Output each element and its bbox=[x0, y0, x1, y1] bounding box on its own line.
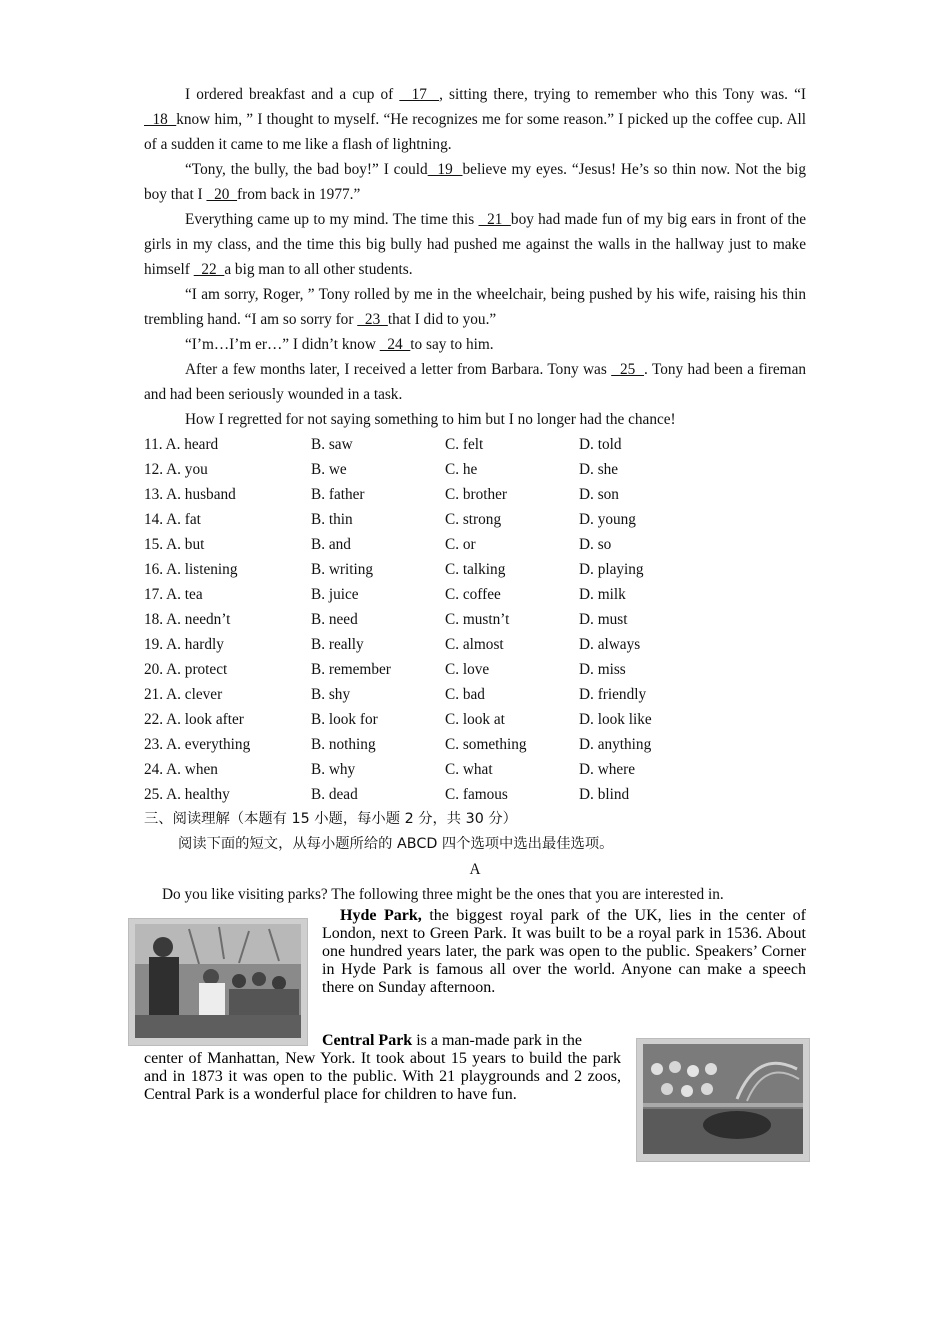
blank-18: 18 bbox=[144, 111, 177, 128]
blank-22: 22 bbox=[193, 261, 225, 278]
option-row: 16. A. listening B. writing C. talking D. playing bbox=[144, 561, 644, 578]
paragraph-3: Everything came up to my mind. The time this 21 boy had made fun of my big ears in front of the girls in my class, and the time this big bully had pushed me against the walls in the hallway just to make himself 22 a big man to all other students. bbox=[144, 211, 807, 278]
option-row: 19. A. hardly B. really C. almost D. always bbox=[144, 636, 641, 653]
paragraph-5: “I’m…I’m er…” I didn’t know 24 to say to him. bbox=[185, 336, 494, 353]
blank-23: 23 bbox=[357, 311, 388, 328]
option-row: 18. A. needn’t B. need C. mustn’t D. must bbox=[144, 611, 628, 628]
hyde-park-photo bbox=[128, 918, 308, 1046]
blank-25: 25 bbox=[611, 361, 645, 378]
blank-20: 20 bbox=[206, 186, 238, 203]
blank-17: 17 bbox=[399, 86, 440, 103]
blank-21: 21 bbox=[478, 211, 511, 228]
blank-24: 24 bbox=[379, 336, 411, 353]
hyde-park-title: Hyde Park, bbox=[340, 907, 422, 924]
central-park-photo bbox=[636, 1038, 810, 1162]
paragraph-1: I ordered breakfast and a cup of 17 , sitting there, trying to remember who this Tony was. “I 18 know him, ” I thought to myself. “He recognizes me for some reason.” I picked up the coffee cup. All of a sudden it came to me like a flash of lightning. bbox=[144, 86, 807, 153]
option-row: 22. A. look after B. look for C. look at D. look like bbox=[144, 711, 652, 728]
option-row: 21. A. clever B. shy C. bad D. friendly bbox=[144, 686, 647, 703]
option-row: 11. A. heard B. saw C. felt D. told bbox=[144, 436, 622, 453]
option-row: 25. A. healthy B. dead C. famous D. blind bbox=[144, 786, 630, 803]
option-row: 23. A. everything B. nothing C. something D. anything bbox=[144, 736, 652, 753]
hyde-park-paragraph: Hyde Park, the biggest royal park of the UK, lies in the center of London, next to Green Park. It was built to be a royal park in 1536. About one hundred years later, the park was open to the public. Speakers’ Corner in Hyde Park is famous all over the world. Anyone can make a speech there on Sunday afternoon. bbox=[322, 907, 806, 996]
option-row: 14. A. fat B. thin C. strong D. young bbox=[144, 511, 636, 528]
option-row: 12. A. you B. we C. he D. she bbox=[144, 461, 619, 478]
option-row: 15. A. but B. and C. or D. so bbox=[144, 536, 612, 553]
central-park-paragraph: Central Park is a man-made park in the center of Manhattan, New York. It took about 15 years to build the park and in 1873 it was open to the public. With 21 playgrounds and 2 zoos, Central Park is a wonderful place for children to have fun. bbox=[144, 1032, 621, 1103]
option-row: 20. A. protect B. remember C. love D. miss bbox=[144, 661, 626, 678]
option-row: 17. A. tea B. juice C. coffee D. milk bbox=[144, 586, 626, 603]
paragraph-6: After a few months later, I received a letter from Barbara. Tony was 25 . Tony had been a fireman and had been seriously wounded in a task. bbox=[144, 361, 807, 403]
paragraph-2: “Tony, the bully, the bad boy!” I could 19 believe my eyes. “Jesus! He’s so thin now. Not the big boy that I 20 from back in 1977.” bbox=[144, 161, 807, 203]
section-instruction: 阅读下面的短文，从每小题所给的 ABCD 四个选项中选出最佳选项。 bbox=[178, 836, 614, 852]
reading-intro: Do you like visiting parks? The following three might be the ones that you are interested in. bbox=[162, 886, 724, 903]
option-row: 24. A. when B. why C. what D. where bbox=[144, 761, 636, 778]
options-list bbox=[144, 432, 806, 807]
option-row: 13. A. husband B. father C. brother D. son bbox=[144, 486, 619, 503]
part-label: A bbox=[469, 861, 481, 878]
paragraph-4: “I am sorry, Roger, ” Tony rolled by me in the wheelchair, being pushed by his wife, raising his thin trembling hand. “I am so sorry for 23 that I did to you.” bbox=[144, 286, 806, 328]
paragraph-7: How I regretted for not saying something to him but I no longer had the chance! bbox=[185, 411, 676, 428]
document-page bbox=[144, 82, 806, 907]
section-heading: 三、阅读理解（本题有 15 小题，每小题 2 分，共 30 分） bbox=[144, 811, 517, 827]
central-park-title: Central Park bbox=[322, 1032, 413, 1049]
blank-19: 19 bbox=[427, 161, 463, 178]
